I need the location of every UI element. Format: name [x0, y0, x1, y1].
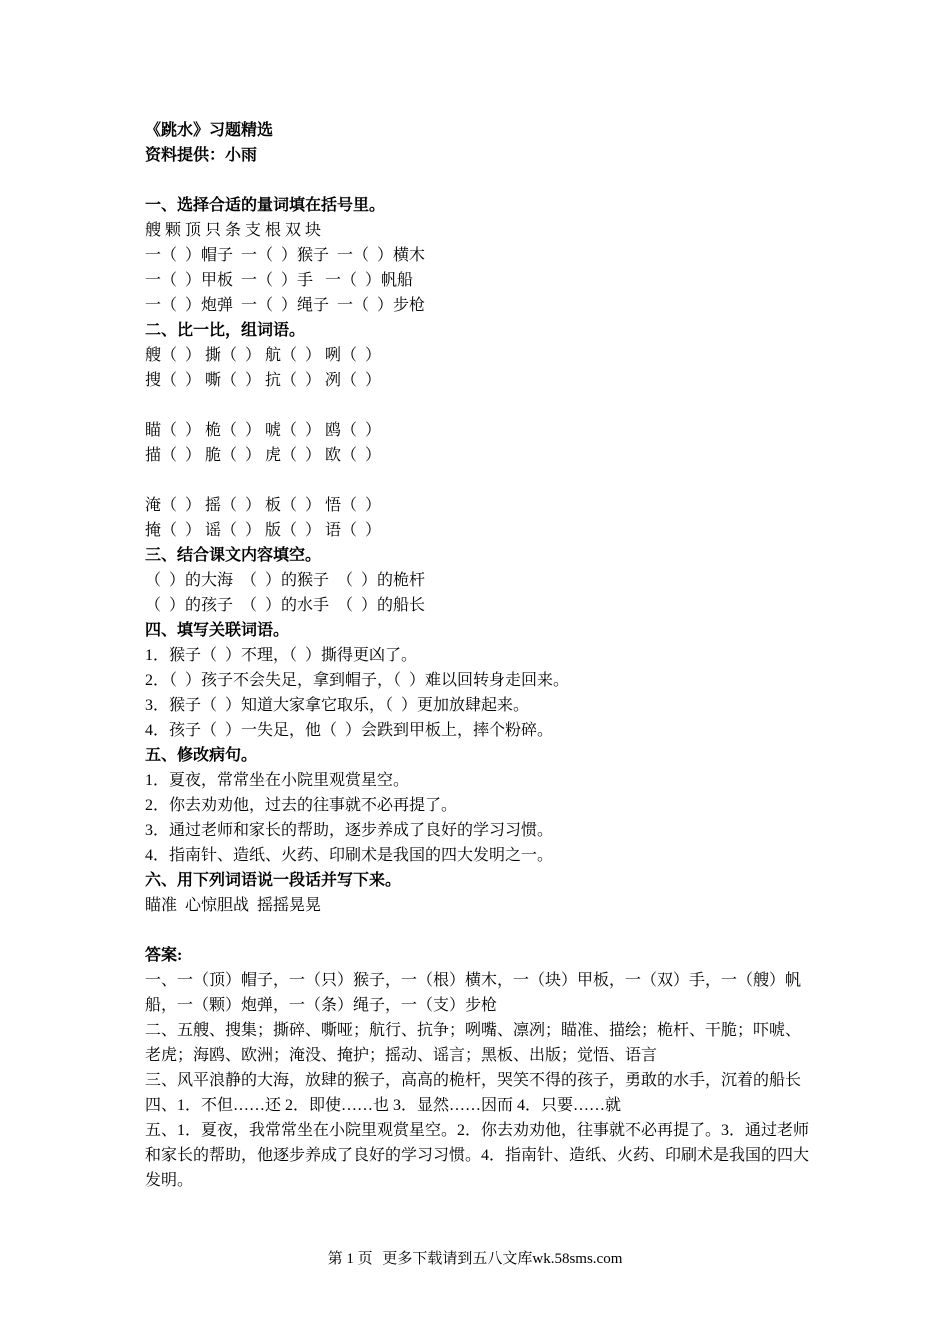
sections-container — [145, 193, 813, 1193]
section-heading: 答案: — [145, 947, 183, 964]
text-line: 1．夏夜，常常坐在小院里观赏星空。 — [145, 772, 410, 789]
text-line: 2．（ ）孩子不会失足，拿到帽子，（ ）难以回转身走回来。 — [145, 672, 570, 689]
text-line: 一（ ）炮弹 一（ ）绳子 一（ ）步枪 — [145, 297, 426, 314]
text-line: 一、一（顶）帽子，一（只）猴子，一（根）横木，一（块）甲板，一（双）手，一（艘）帆船，一（颗）炮弹，一（条）绳子，一（支）步枪 — [145, 972, 802, 1014]
page-footer — [0, 1248, 950, 1270]
text-line: （ ）的孩子 （ ）的水手 （ ）的船长 — [145, 597, 426, 614]
text-line: 3．通过老师和家长的帮助，逐步养成了良好的学习习惯。 — [145, 822, 554, 839]
text-line: 瞄准 心惊胆战 摇摇晃晃 — [145, 897, 322, 914]
text-line: 艘（ ） 撕（ ） 航（ ） 咧（ ） — [145, 347, 382, 364]
footer-site-text: 更多下载请到五八文库wk.58sms.com — [382, 1251, 623, 1267]
text-line: 搜（ ） 嘶（ ） 抗（ ） 冽（ ） — [145, 372, 382, 389]
document-content — [145, 118, 813, 1193]
text-line: 4．孩子（ ）一失足，他（ ）会跌到甲板上，摔个粉碎。 — [145, 722, 554, 739]
text-line: 4．指南针、造纸、火药、印刷术是我国的四大发明之一。 — [145, 847, 554, 864]
text-line: （ ）的大海 （ ）的猴子 （ ）的桅杆 — [145, 572, 426, 589]
text-line: 一（ ）甲板 一（ ）手 一（ ）帆船 — [145, 272, 414, 289]
blank-line — [145, 918, 813, 943]
text-line: 艘 颗 顶 只 条 支 根 双 块 — [145, 222, 322, 239]
blank-line — [145, 468, 813, 493]
text-line: 1．猴子（ ）不理，（ ）撕得更凶了。 — [145, 647, 418, 664]
text-line: 二、五艘、搜集；撕碎、嘶哑；航行、抗争；咧嘴、凛冽；瞄准、描绘；桅杆、干脆；吓唬、老虎；海鸥、欧洲；淹没、掩护；摇动、谣言；黑板、出版；觉悟、语言 — [145, 1022, 802, 1064]
text-line: 一（ ）帽子 一（ ）猴子 一（ ）横木 — [145, 247, 426, 264]
text-line: 四、1．不但……还 2．即使……也 3．显然……因而 4．只要……就 — [145, 1097, 622, 1114]
text-line: 三、风平浪静的大海，放肆的猴子，高高的桅杆，哭笑不得的孩子，勇敢的水手，沉着的船长 — [145, 1072, 802, 1089]
footer-page-number: 第 1 页 — [327, 1251, 373, 1267]
page-title: 《跳水》习题精选 — [145, 122, 274, 139]
provider-line: 资料提供：小雨 — [145, 147, 258, 164]
text-line: 描（ ） 脆（ ） 虎（ ） 欧（ ） — [145, 447, 382, 464]
section-heading: 三、结合课文内容填空。 — [145, 547, 322, 564]
blank-line — [145, 168, 813, 193]
text-line: 3．猴子（ ）知道大家拿它取乐，（ ）更加放肆起来。 — [145, 697, 530, 714]
text-line: 淹（ ） 摇（ ） 板（ ） 悟（ ） — [145, 497, 382, 514]
text-line: 掩（ ） 谣（ ） 版（ ） 语（ ） — [145, 522, 382, 539]
text-line: 五、1．夏夜，我常常坐在小院里观赏星空。2．你去劝劝他，往事就不必再提了。3．通过老师和家长的帮助，他逐步养成了良好的学习习惯。4．指南针、造纸、火药、印刷术是我国的四大发明。 — [145, 1122, 810, 1189]
section-heading: 二、比一比，组词语。 — [145, 322, 306, 339]
section-heading: 四、填写关联词语。 — [145, 622, 290, 639]
text-line: 2．你去劝劝他，过去的往事就不必再提了。 — [145, 797, 458, 814]
section-heading: 五、修改病句。 — [145, 747, 258, 764]
text-line: 瞄（ ） 桅（ ） 唬（ ） 鸥（ ） — [145, 422, 382, 439]
section-heading: 六、用下列词语说一段话并写下来。 — [145, 872, 402, 889]
blank-line — [145, 393, 813, 418]
section-heading: 一、选择合适的量词填在括号里。 — [145, 197, 386, 214]
